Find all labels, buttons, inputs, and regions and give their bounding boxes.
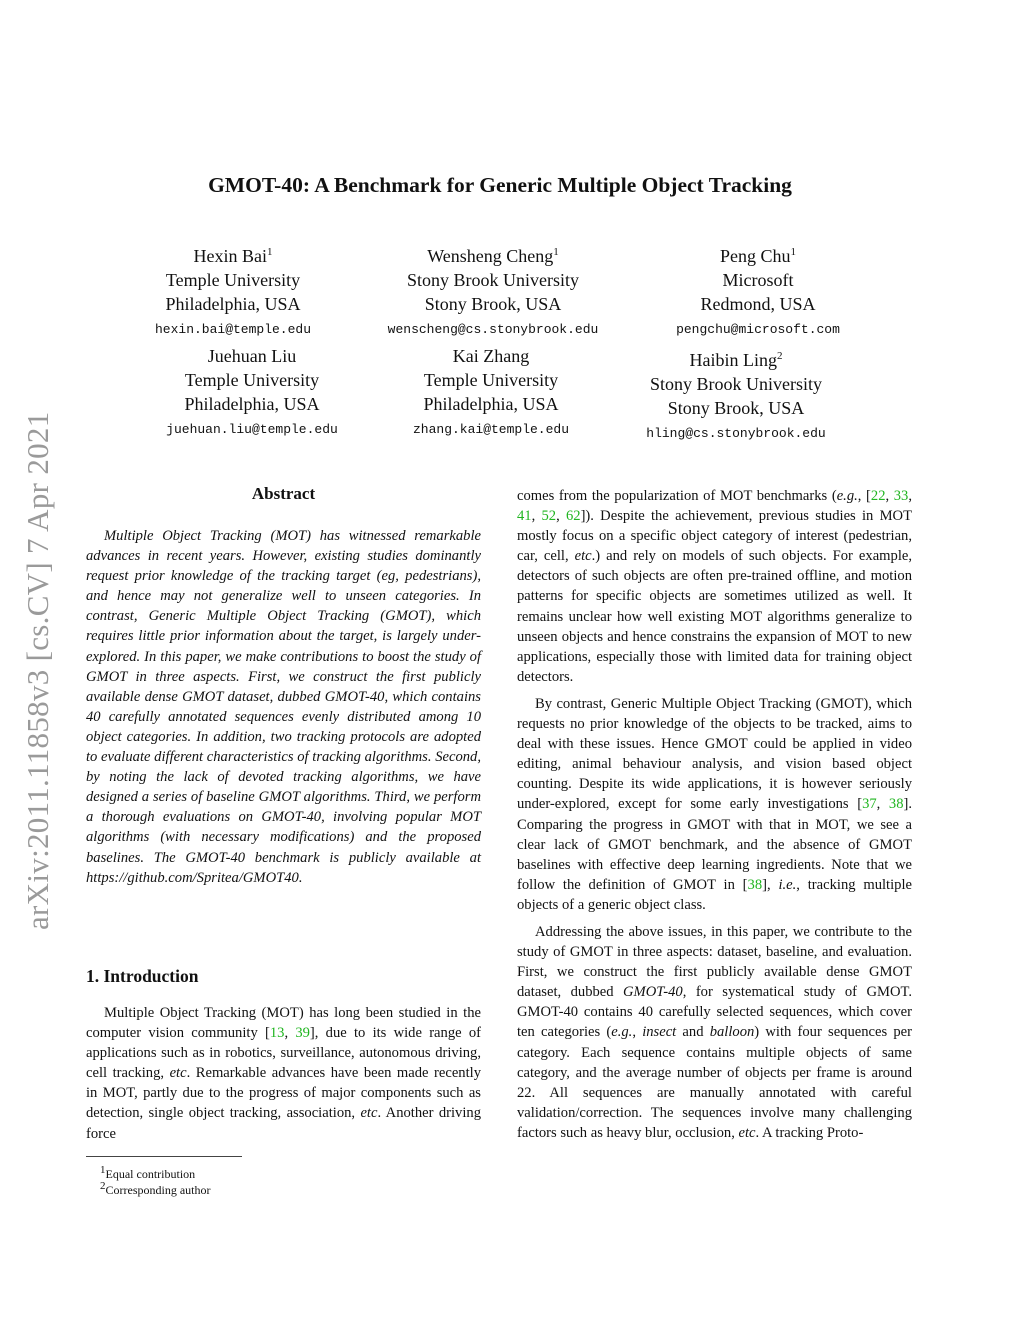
author-mark: 1 bbox=[553, 246, 559, 258]
arxiv-identifier: arXiv:2011.11858v3 [cs.CV] 7 Apr 2021 bbox=[20, 411, 55, 930]
right-column bbox=[517, 486, 912, 1143]
citation-link[interactable]: 37 bbox=[862, 796, 877, 813]
author-block bbox=[361, 344, 621, 438]
citation-link[interactable]: 52 bbox=[541, 508, 557, 525]
author-affiliation: Microsoft bbox=[722, 270, 794, 290]
author-email[interactable]: hling@cs.stonybrook.edu bbox=[646, 426, 826, 441]
author-mark: 1 bbox=[790, 246, 796, 258]
author-name: Peng Chu bbox=[719, 246, 791, 266]
author-name: Wensheng Cheng bbox=[427, 246, 554, 266]
author-block bbox=[606, 344, 866, 442]
author-affiliation: Temple University bbox=[423, 370, 559, 390]
citation-link[interactable]: 38 bbox=[747, 876, 763, 893]
paragraph: comes from the popularization of MOT benchmarks (e.g., [22, 33, 41, 52, 62]). Despite the achievement, previous studies in MOT mostly focus on a specific object category of interest (pedestrian, car, cell, etc.) and rely on models of such objects. For example, detectors of such objects are often pre-trained offline, and motion patterns for specific objects are sometimes utilized as well. It remains unclear how well existing MOT algorithms generalize to unseen objects and hence constrains the expansion of MOT to new applications, especially those with limited data for training object detectors. bbox=[517, 488, 913, 685]
author-email[interactable]: hexin.bai@temple.edu bbox=[154, 322, 312, 337]
citation-link[interactable]: 62 bbox=[565, 508, 581, 525]
author-block bbox=[122, 344, 382, 438]
author-name: Hexin Bai bbox=[193, 246, 267, 266]
paragraph: By contrast, Generic Multiple Object Tracking (GMOT), which requests no prior knowledge of the objects to be tracked, aims to deal with these issues. Hence GMOT could be applied in video editing, animal behaviour analysis, and vision based object counting. Despite its wide applications, it is however seriously under-explored, except for some early investigations [37, 38]. Comparing the progress in GMOT with that in MOT, we see a clear lack of GMOT benchmark, and the absence of GMOT baselines with effective deep learning ingredients. Note that we follow the definition of GMOT in [38], i.e., tracking multiple objects of a generic object class. bbox=[517, 695, 913, 913]
citation-link[interactable]: 13 bbox=[269, 1025, 285, 1042]
author-name: Kai Zhang bbox=[452, 346, 530, 366]
citation-link[interactable]: 38 bbox=[888, 796, 904, 813]
citation-link[interactable]: 39 bbox=[295, 1025, 310, 1042]
author-affiliation: Temple University bbox=[165, 270, 301, 290]
author-name: Juehuan Liu bbox=[207, 346, 297, 366]
author-affiliation: Stony Brook University bbox=[649, 374, 822, 394]
author-email[interactable]: zhang.kai@temple.edu bbox=[412, 422, 570, 437]
footnote: $^2$Corresponding author bbox=[100, 1180, 211, 1197]
intro-paragraph: Multiple Object Tracking (MOT) has long been studied in the computer vision community [13, 39], due to its wide range of applications such as in robotics, surveillance, autonomous driving, cell tracking, etc. Remarkable advances have been made recently in MOT, partly due to the progress of major components such as detection, single object tracking, association, etc. Another driving force bbox=[86, 1005, 481, 1142]
author-block bbox=[628, 240, 888, 338]
author-email[interactable]: juehuan.liu@temple.edu bbox=[166, 422, 338, 437]
author-location: Philadelphia, USA bbox=[165, 294, 301, 314]
author-location: Philadelphia, USA bbox=[423, 394, 559, 414]
footnote: $^1$Equal contribution bbox=[100, 1164, 196, 1181]
author-mark: 2 bbox=[777, 350, 783, 362]
citation-link[interactable]: 41 bbox=[517, 508, 532, 525]
abstract-text: Multiple Object Tracking (MOT) has witnessed remarkable advances in recent years. However, existing studies dominantly request prior knowledge of the tracking target (eg, pedestrians), and hence may not generalize well to unseen categories. In contrast, Generic Multiple Object Tracking (GMOT), which requires little prior information about the target, is largely under-explored. In this paper, we make contributions to boost the study of GMOT in three aspects. First, we construct the first publicly available dense GMOT dataset, dubbed GMOT-40, which contains 40 carefully annotated sequences evenly distributed among 10 object categories. In addition, two tracking protocols are adopted to evaluate different characteristics of tracking algorithms. Second, by noting the lack of devoted tracking algorithms, we have designed a series of baseline GMOT algorithms. Third, we perform a thorough evaluations on GMOT-40, involving popular MOT algorithms (with necessary modifications) and the proposed baselines. The GMOT-40 benchmark is publicly available at https://github.com/Spritea/GMOT40. bbox=[86, 528, 481, 886]
citation-link[interactable]: 22 bbox=[870, 488, 886, 504]
citation-link[interactable]: 33 bbox=[893, 488, 909, 504]
footnote-divider bbox=[86, 1156, 242, 1157]
abstract-heading: Abstract bbox=[251, 484, 316, 503]
author-affiliation: Stony Brook University bbox=[406, 270, 579, 290]
author-email[interactable]: wenscheng@cs.stonybrook.edu bbox=[387, 322, 599, 337]
author-block bbox=[363, 240, 623, 338]
author-email[interactable]: pengchu@microsoft.com bbox=[676, 322, 840, 337]
author-location: Stony Brook, USA bbox=[424, 294, 562, 314]
author-affiliation: Temple University bbox=[184, 370, 320, 390]
author-name: Haibin Ling bbox=[689, 350, 777, 370]
paper-title: GMOT-40: A Benchmark for Generic Multiple Object Tracking bbox=[208, 173, 792, 197]
author-location: Redmond, USA bbox=[700, 294, 816, 314]
author-location: Stony Brook, USA bbox=[667, 398, 805, 418]
section-heading-introduction: 1. Introduction bbox=[86, 966, 199, 986]
author-mark: 1 bbox=[267, 246, 273, 258]
author-block bbox=[103, 240, 363, 338]
paragraph: Addressing the above issues, in this paper, we contribute to the study of GMOT in three aspects: dataset, baseline, and evaluation. First, we construct the first publicly available dense GMOT dataset, dubbed GMOT-40, for systematical study of GMOT. GMOT-40 contains 40 carefully selected sequences, which cover ten categories (e.g., insect and balloon) with four sequences per category. Each sequence contains multiple objects of same category, and the average number of objects per frame is around 22. All sequences are manually annotated with careful validation/correction. The sequences involve many challenging factors such as heavy blur, occlusion, etc. A tracking Proto- bbox=[517, 923, 913, 1141]
author-location: Philadelphia, USA bbox=[184, 394, 320, 414]
